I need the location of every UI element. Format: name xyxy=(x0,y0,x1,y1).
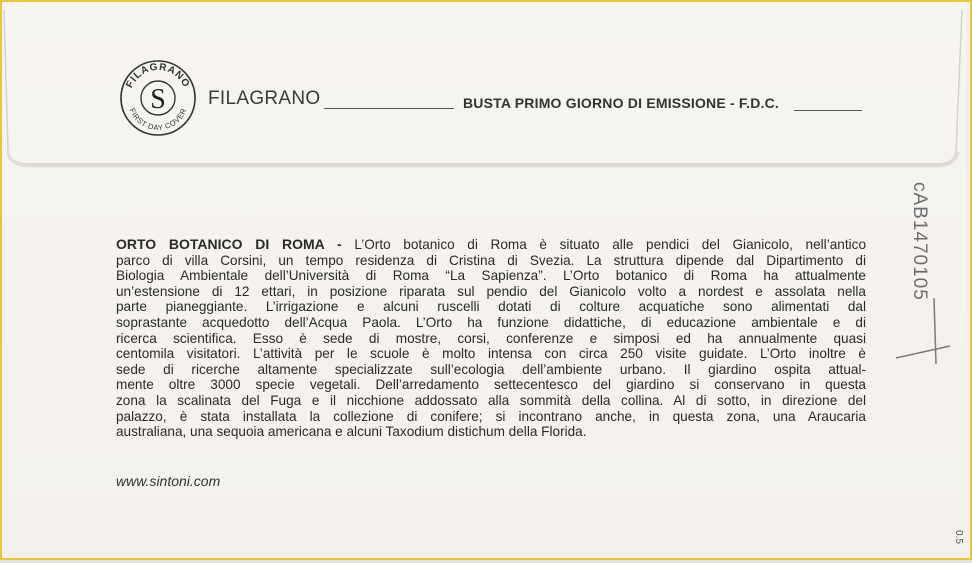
text-line xyxy=(116,253,866,269)
handwritten-code-text: cAB1470105 xyxy=(909,182,930,301)
fdc-caption: BUSTA PRIMO GIORNO DI EMISSIONE - F.D.C. xyxy=(463,95,780,111)
corner-mark xyxy=(950,528,970,558)
line-text: L’Orto botanico di Roma è situato alle pendici del Gianicolo, nell’antico xyxy=(354,237,866,252)
website-url: www.sintoni.com xyxy=(116,473,221,489)
blank-line-2 xyxy=(794,110,862,111)
text-line xyxy=(116,424,866,440)
text-line xyxy=(116,331,866,347)
section-title: ORTO BOTANICO DI ROMA xyxy=(116,236,325,252)
line-text: soprastante acquedotto dell’Acqua Paola. L’Orto ha funzione didattiche, di educazione ambientale e di xyxy=(116,314,866,330)
description-text xyxy=(116,237,866,440)
line-text: sede di ricerche altamente specializzate sull’ecologia dell’ambiente urbano. Il giardino ospita attual- xyxy=(116,361,866,377)
line-text: zona la scalinata del Fuga e il nicchione addossato alla sommità della collina. Al di sotto, in direzione del xyxy=(116,392,866,408)
title-separator: - xyxy=(324,236,355,252)
text-line xyxy=(116,362,866,378)
line-text: centomila visitatori. L’attività per le scuole è molto intensa con circa 250 visite guidate. L’Orto inoltre è xyxy=(116,346,866,362)
logo-ring-bottom-text: FIRST DAY COVER xyxy=(127,106,189,133)
blank-line-1 xyxy=(324,108,454,109)
line-text: ricerca scientifica. Esso è sede di mostre, corsi, conferenze e simposi ed ha annualmente quasi xyxy=(116,330,866,346)
line-text: palazzo, è stata installata la collezione di conifere; si incontrano anche, in questa zona, una Araucaria xyxy=(116,408,866,424)
filagrano-logo xyxy=(118,58,198,138)
corner-mark-text: 0.5 xyxy=(953,530,964,544)
text-line xyxy=(116,237,866,253)
envelope-back xyxy=(2,2,966,554)
text-line xyxy=(116,346,866,362)
line-text: un’estensione di 12 ettari, in posizione riparata sul pendio del Gianicolo volto a nordest e assolata nella xyxy=(116,283,866,299)
line-text: Biologia Ambientale dell’Università di Roma “La Sapienza”. L’Orto botanico di Roma ha attualmente xyxy=(116,268,866,284)
line-text: parte pianeggiante. L’irrigazione e alcuni ruscelli dotati di colture acquatiche sono alimentati dal xyxy=(116,299,866,315)
text-line xyxy=(116,315,866,331)
logo-ring-top-text: FILAGRANO xyxy=(124,61,192,90)
text-line xyxy=(116,299,866,315)
logo-letter: S xyxy=(150,84,166,115)
text-line xyxy=(116,377,866,393)
handwritten-code xyxy=(890,180,954,370)
text-line xyxy=(116,409,866,425)
text-line xyxy=(116,284,866,300)
text-line xyxy=(116,268,866,284)
line-text: mente oltre 3000 specie vegetali. Dell’arredamento settecentesco del giardino si conservano in questa xyxy=(116,377,866,393)
text-line xyxy=(116,393,866,409)
line-text: parco di villa Corsini, un tempo residenza di Cristina di Svezia. La struttura dipende dal Dipartimento di xyxy=(116,252,866,268)
line-text: australiana, una sequoia americana e alcuni Taxodium distichum della Florida. xyxy=(116,424,587,440)
brand-name: FILAGRANO xyxy=(208,88,321,109)
